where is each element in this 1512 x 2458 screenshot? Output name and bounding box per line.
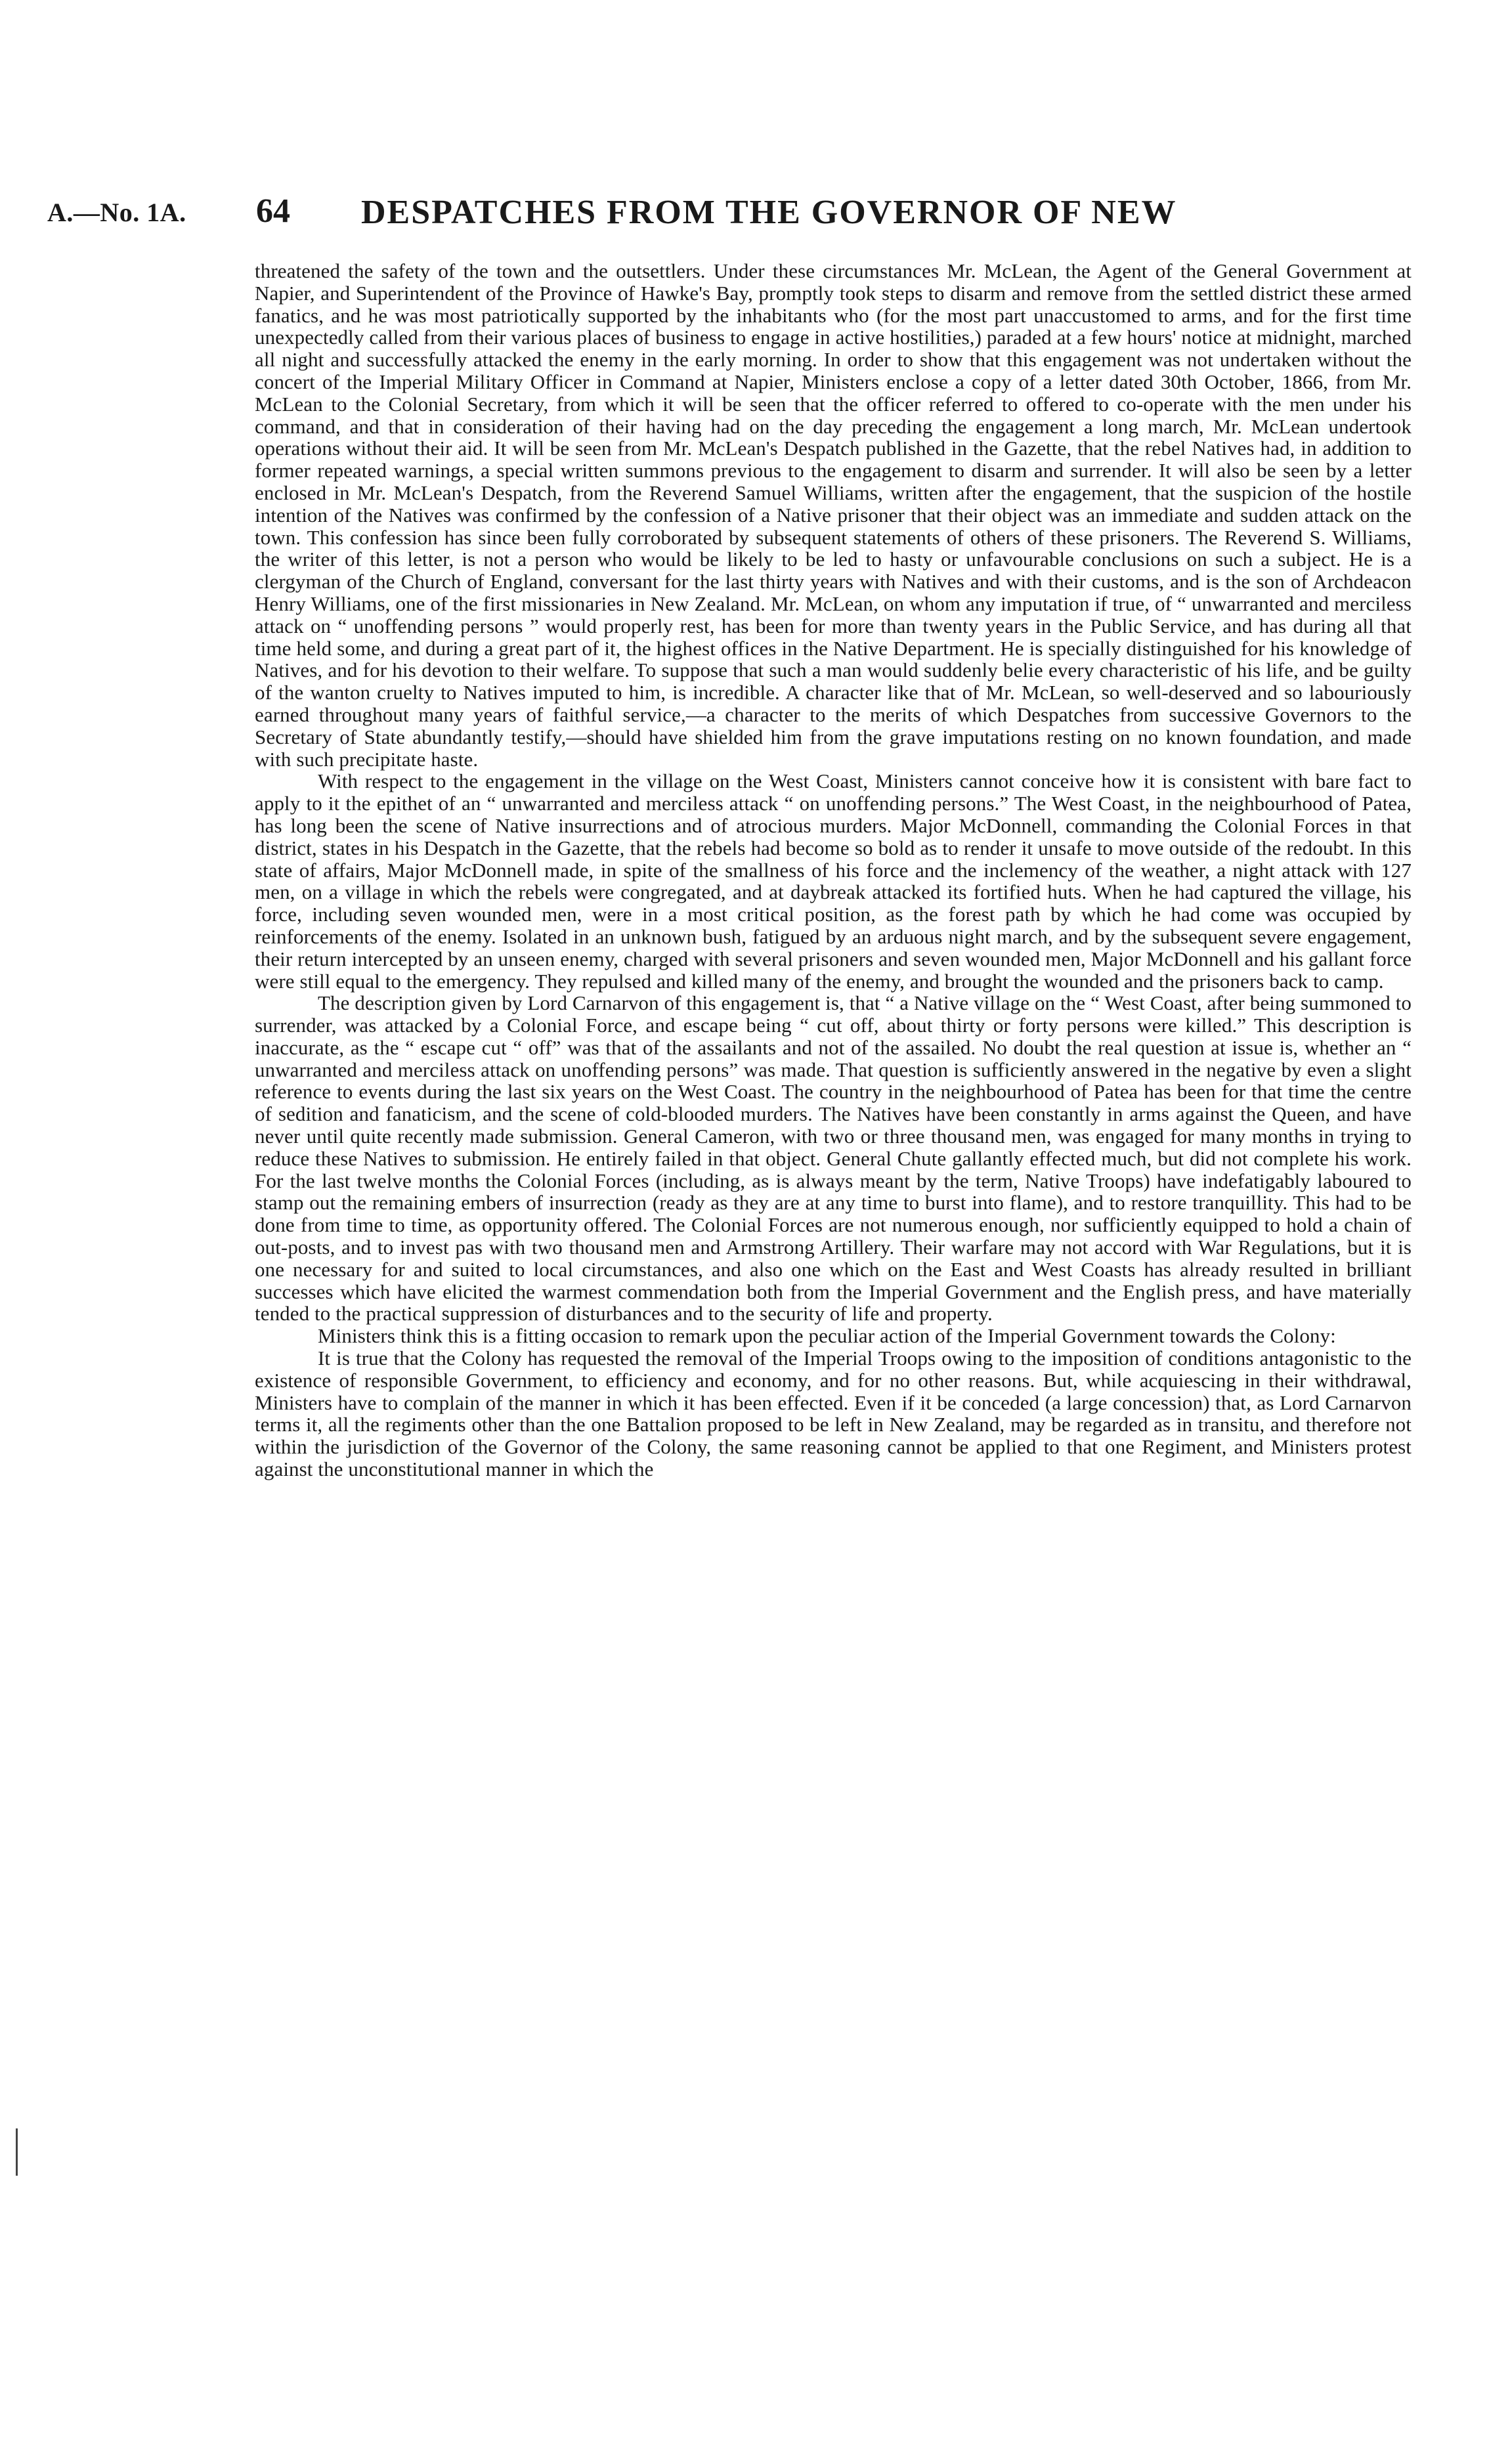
- paragraph-continuation: threatened the safety of the town and the outsettlers. Under these circumstances Mr. McLean, the Agent of the General Government at Napier, and Superintendent of the Province of Hawke's Bay, promptly took steps to disarm and remove from the settled district these armed fanatics, and he was most patriotically supported by the inhabitants who (for the most part unaccustomed to arms, and for the first time unexpectedly called from their various places of business to engage in active hostilities,) paraded at a few hours' notice at midnight, marched all night and successfully attacked the enemy in the early morning. In order to show that this engagement was not undertaken without the concert of the Imperial Military Officer in Command at Napier, Ministers enclose a copy of a letter dated 30th October, 1866, from Mr. McLean to the Colonial Secretary, from which it will be seen that the officer referred to offered to co-operate with the men under his command, and that in consideration of their having had on the day preceding the engagement a long march, Mr. McLean undertook operations without their aid. It will be seen from Mr. McLean's Despatch published in the Gazette, that the rebel Natives had, in addition to former repeated warnings, a special written summons previous to the engagement to disarm and surrender. It will also be seen by a letter enclosed in Mr. McLean's Despatch, from the Reverend Samuel Williams, written after the engagement, that the suspicion of the hostile intention of the Natives was confirmed by the confession of a Native prisoner that their object was an immediate and sudden attack on the town. This confession has since been fully corroborated by subsequent statements of others of these prisoners. The Reverend S. Williams, the writer of this letter, is not a person who would be likely to be led to hasty or unfavourable conclusions on such a subject. He is a clergyman of the Church of England, conversant for the last thirty years with Natives and with their customs, and is the son of Archdeacon Henry Williams, one of the first missionaries in New Zealand. Mr. McLean, on whom any imputation if true, of “ unwarranted and merciless attack on “ unoffending persons ” would properly rest, has been for more than twenty years in the Public Service, and has during all that time held some, and during a great part of it, the highest offices in the Native Department. He is specially distinguished for his knowledge of Natives, and for his devotion to their welfare. To suppose that such a man would suddenly belie every characteristic of his life, and be guilty of the wanton cruelty to Natives imputed to him, is incredible. A character like that of Mr. McLean, so well-deserved and so labouriously earned throughout many years of faithful service,—a character to the merits of which Despatches from successive Governors to the Secretary of State abundantly testify,—should have shielded him from the grave imputations resting on no known foundation, and made with such precipitate haste.: [255, 259, 1412, 771]
- page-number: 64: [256, 192, 290, 230]
- paragraph-imperial-action: Ministers think this is a fitting occasion to remark upon the peculiar action of the Imperial Government towards the Colony:: [318, 1324, 1336, 1348]
- paragraph-carnarvon-description: The description given by Lord Carnarvon of this engagement is, that “ a Native village on the “ West Coast, after being summoned to surrender, was attacked by a Colonial Force, and escape being “ cut off, about thirty or forty persons were killed.” This description is inaccurate, as the “ escape cut “ off” was that of the assailants and not of the assailed. No doubt the real question at issue is, whether an “ unwarranted and merciless attack on unoffending persons” was made. That question is sufficiently answered in the negative by even a slight reference to events during the last six years on the West Coast. The country in the neighbourhood of Patea has been for that time the centre of sedition and fanaticism, and the scene of cold-blooded murders. The Natives have been constantly in arms against the Queen, and have never until quite recently made submission. General Cameron, with two or three thousand men, was engaged for many months in trying to reduce these Natives to submission. He entirely failed in that object. General Chute gallantly effected much, but did not complete his work. For the last twelve months the Colonial Forces (including, as is always meant by the term, Native Troops) have indefatigably laboured to stamp out the remaining embers of insurrection (ready as they are at any time to burst into flame), and to restore tranquillity. This had to be done from time to time, as opportunity offered. The Colonial Forces are not numerous enough, nor sufficiently equipped to hold a chain of out-posts, and to invest pas with two thousand men and Armstrong Artillery. Their warfare may not accord with War Regulations, but it is one necessary for and suited to local circumstances, and also one which on the East and West Coasts has already resulted in brilliant successes which have elicited the warmest commendation both from the Imperial Government and the English press, and have materially tended to the practical suppression of disturbances and to the security of life and property.: [255, 991, 1412, 1326]
- document-reference: A.—No. 1A.: [47, 198, 186, 227]
- paragraph-west-coast: With respect to the engagement in the village on the West Coast, Ministers cannot conceive how it is consistent with bare fact to apply to it the epithet of an “ unwarranted and merciless attack “ on unoffending persons.” The West Coast, in the neighbourhood of Patea, has long been the scene of Native insurrections and of atrocious murders. Major McDonnell, commanding the Colonial Forces in that district, states in his Despatch in the Gazette, that the rebels had become so bold as to render it unsafe to move outside of the redoubt. In this state of affairs, Major McDonnell made, in spite of the smallness of his force and the inclemency of the weather, a night attack with 127 men, on a village in which the rebels were congregated, and at daybreak attacked its fortified huts. When he had captured the village, his force, including seven wounded men, were in a most critical position, as the forest path by which he had come was occupied by reinforcements of the enemy. Isolated in an unknown bush, fatigued by an arduous night march, and by the subsequent severe engagement, their return intercepted by an unseen enemy, charged with several prisoners and seven wounded men, Major McDonnell and his gallant force were still equal to the emergency. They repulsed and killed many of the enemy, and brought the wounded and the prisoners back to camp.: [255, 769, 1412, 993]
- margin-mark: [16, 2128, 18, 2176]
- body-text: [255, 260, 1412, 1480]
- page-header: [47, 192, 1426, 231]
- running-title: DESPATCHES FROM THE GOVERNOR OF NEW: [361, 194, 1177, 231]
- paragraph-troop-removal: It is true that the Colony has requested the removal of the Imperial Troops owing to the imposition of conditions antagonistic to the existence of responsible Government, to efficiency and economy, and for no other reasons. But, while acquiescing in their withdrawal, Ministers have to complain of the manner in which it has been effected. Even if it be conceded (a large concession) that, as Lord Carnarvon terms it, all the regiments other than the one Battalion proposed to be left in New Zealand, may be regarded as in transitu, and therefore not within the jurisdiction of the Governor of the Colony, the same reasoning cannot be applied to that one Regiment, and Ministers protest against the unconstitutional manner in which the: [255, 1347, 1412, 1481]
